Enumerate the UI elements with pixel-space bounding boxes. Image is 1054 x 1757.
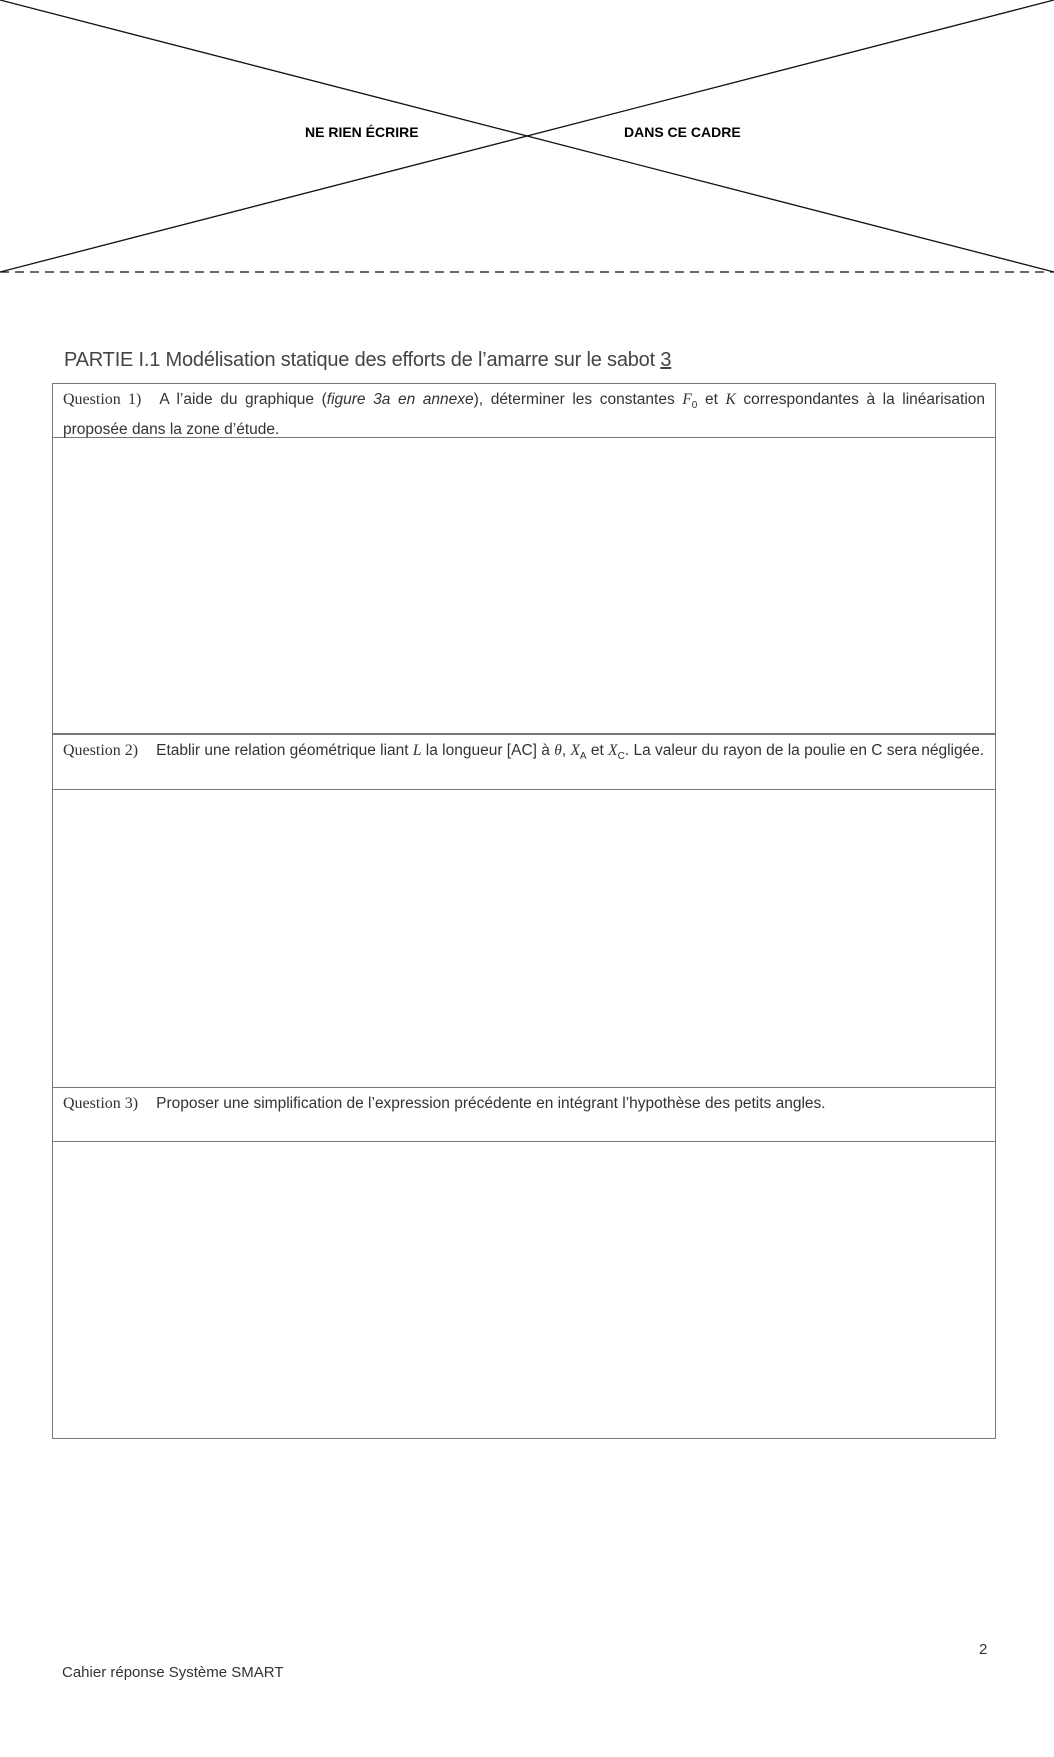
question-2-header [52, 734, 996, 790]
stamp-right: DANS CE CADRE [624, 124, 741, 140]
page-number: 2 [979, 1641, 988, 1658]
section-title-text: PARTIE I.1 Modélisation statique des efforts de l’amarre sur le sabot [64, 349, 661, 371]
footer-text: Cahier réponse Système SMART [62, 1664, 284, 1681]
q-text: A l’aide du graphique ( [159, 391, 327, 408]
q-text: la longueur [AC] à [421, 742, 555, 759]
answer-box-3[interactable] [52, 1142, 996, 1439]
q-text: ), déterminer les constantes [473, 391, 683, 408]
answer-box-2[interactable] [52, 790, 996, 1088]
question-label: Question 3) [63, 1095, 139, 1112]
math-symbol: K [725, 391, 736, 408]
math-symbol: L [412, 742, 422, 759]
math-symbol: X [608, 742, 618, 759]
do-not-write-cross [0, 0, 1054, 280]
math-subscript: A [579, 751, 587, 763]
question-3-header [52, 1087, 996, 1142]
q-text: Proposer une simplification de l’expression précédente en intégrant l’hypothèse des petits angles. [156, 1095, 826, 1112]
q-text-italic: figure 3a en annexe [326, 391, 474, 408]
math-symbol: θ [554, 742, 562, 759]
math-subscript: 0 [691, 400, 698, 412]
q-text: et [586, 742, 609, 759]
math-symbol: F [682, 391, 692, 408]
q-text: Etablir une relation géométrique liant [156, 742, 413, 759]
question-label: Question 2) [63, 742, 139, 759]
question-1-header [52, 383, 996, 438]
section-title-number: 3 [660, 349, 672, 371]
q-text: et [697, 391, 726, 408]
math-symbol: X [570, 742, 580, 759]
section-title [64, 349, 671, 372]
stamp-left: NE RIEN ÉCRIRE [305, 124, 419, 140]
q-text: , [561, 742, 571, 759]
q-text: . La valeur du rayon de la poulie en C sera négligée. [624, 742, 985, 759]
answer-box-1[interactable] [52, 438, 996, 734]
q-text: correspondantes à la linéarisation proposée dans la zone d’étude. [63, 391, 986, 439]
question-label: Question 1) [63, 391, 142, 408]
math-subscript: C [617, 751, 625, 763]
